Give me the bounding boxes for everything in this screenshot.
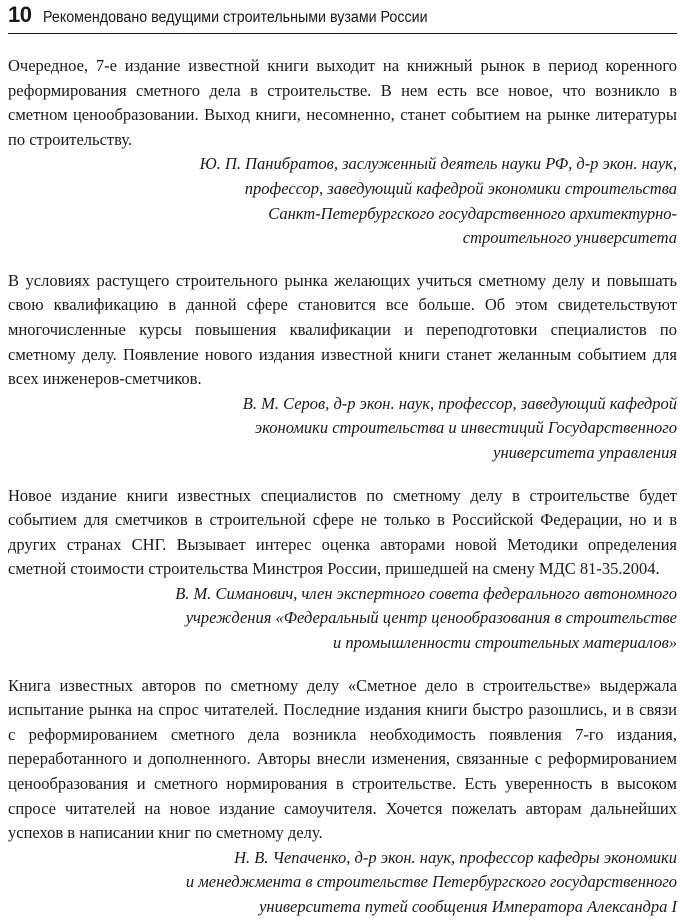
review-text: Новое издание книги известных специалистов по сметному делу в строительстве будет событием для сметчиков в строительной сфере не только в Российской Федерации, но и в других странах СНГ. Вызывает интерес оценка авторами новой Методики определения сметной стоимости строительства Минстроя России, пришедшей на смену МДС 81-35.2004. <box>8 485 677 579</box>
review-text: В условиях растущего строительного рынка желающих учиться сметному делу и повышать свою квалификацию в данной сфере становится все больше. Об этом свидетельствуют многочисленные курсы повышения квалификации и переподготовки специалистов по сметному делу. Появление нового издания известной книги станет желанным событием для всех инженеров-сметчиков. <box>8 270 677 389</box>
page-number: 10 <box>8 2 32 27</box>
author-line: В. М. Симанович, член экспертного совета федерального автономного <box>175 583 677 603</box>
author-line: университета управления <box>493 442 677 462</box>
author-line: университета путей сообщения Императора Александра I <box>259 897 677 916</box>
author-line: экономики строительства и инвестиций Государственного <box>254 418 677 438</box>
author-line: В. М. Серов, д-р экон. наук, профессор, заведующий кафедрой <box>242 393 677 413</box>
review-author <box>8 392 677 466</box>
review-2 <box>8 269 677 466</box>
review-text: Очередное, 7-е издание известной книги выходит на книжный рынок в период коренного реформирования сметного дела в строительстве. В нем есть все новое, что возникло в сметном ценообразовании. Выход книги, несомненно, станет событием на рынке литературы по строительству. <box>8 56 677 149</box>
author-line: строительного университета <box>462 228 677 248</box>
review-author <box>8 846 677 920</box>
author-line: учреждения «Федеральный центр ценообразования в строительстве <box>185 608 677 628</box>
author-line: и промышленности строительных материалов» <box>333 633 677 653</box>
author-line: Н. В. Чепаченко, д-р экон. наук, профессор кафедры экономики <box>234 847 677 867</box>
author-line: Ю. П. Панибратов, заслуженный деятель науки РФ, д-р экон. наук, <box>199 154 677 174</box>
page-header <box>8 0 677 34</box>
author-line: и менеджмента в строительстве Петербургского государственного <box>185 872 677 892</box>
author-line: профессор, заведующий кафедрой экономики строительства <box>244 178 677 198</box>
review-author <box>8 152 677 250</box>
running-title: Рекомендовано ведущими строительными вузами России <box>43 9 429 26</box>
review-1 <box>8 54 677 251</box>
review-4 <box>8 674 677 920</box>
review-text: Книга известных авторов по сметному делу «Сметное дело в строительстве» выдержала испытание рынка на спрос читателей. Последние издания книги быстро разошлись, и в связи с реформированием сметного дела возникла необходимость появления 7-го издания, переработанного и дополненного. Авторы внесли изменения, связанные с реформированием ценообразования и сметного нормирования в строительстве. Есть уверенность в высоком спросе читателей на новое издание самоучителя. Хочется пожелать авторам дальнейших успехов в написании книг по сметному делу. <box>8 675 677 843</box>
author-line: Санкт-Петербургского государственного архитектурно- <box>268 203 677 223</box>
reviews-section <box>8 34 677 920</box>
review-3 <box>8 484 677 656</box>
review-author <box>8 582 677 656</box>
